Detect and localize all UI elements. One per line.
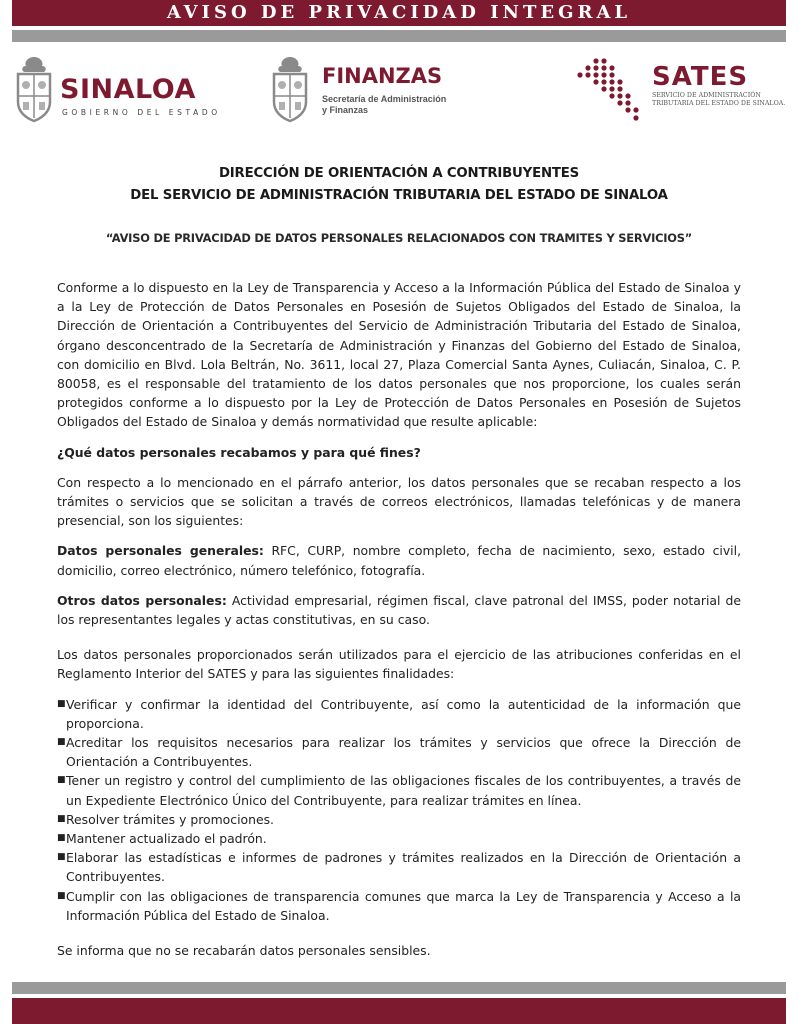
sinaloa-logo-title: SINALOA <box>60 74 196 105</box>
square-bullet-icon: ■ <box>57 833 66 844</box>
sates-logo-subtitle-line1: SERVICIO DE ADMINISTRACIÓN <box>652 92 761 99</box>
document-subheading: “AVISO DE PRIVACIDAD DE DATOS PERSONALES RELACIONADOS CON TRAMITES Y SERVICIOS” <box>105 231 693 245</box>
section-question: ¿Qué datos personales recabamos y para qué fines? <box>57 444 421 460</box>
sates-logo <box>574 50 788 130</box>
other-data-paragraph <box>57 591 741 629</box>
sates-dots-icon <box>574 56 644 126</box>
header-banner-title: AVISO DE PRIVACIDAD INTEGRAL <box>166 2 632 23</box>
list-item: ■ Elaborar las estadísticas e informes de padrones y trámites realizados en la Dirección de Orientación a Contribuyentes. <box>57 850 741 885</box>
other-data-label: Otros datos personales: <box>57 592 227 608</box>
purposes-intro-paragraph: Los datos personales proporcionados serán utilizados para el ejercicio de las atribuciones conferidas en el Reglamento Interior del SATES y para las siguientes finalidades: <box>57 647 741 682</box>
document-body <box>57 278 741 960</box>
footer-divider <box>12 982 786 994</box>
sates-logo-subtitle-line2: TRIBUTARIA DEL ESTADO DE SINALOA. <box>652 100 786 107</box>
state-seal-icon <box>270 54 310 124</box>
sinaloa-logo-subtitle: GOBIERNO DEL ESTADO <box>62 108 221 117</box>
list-item: ■ Acreditar los requisitos necesarios para realizar los trámites y servicios que ofrece la Dirección de Orientación a Contribuyentes. <box>57 735 741 770</box>
square-bullet-icon: ■ <box>57 737 66 748</box>
logos-row <box>0 50 798 130</box>
square-bullet-icon: ■ <box>57 852 66 863</box>
finanzas-logo-title: FINANZAS <box>322 64 443 88</box>
general-data-paragraph <box>57 541 741 579</box>
other-data-text: Actividad empresarial, régimen fiscal, clave patronal del IMSS, poder notarial de los representantes legales y actas constitutivas, en su caso. <box>57 592 741 628</box>
purposes-list <box>57 695 741 925</box>
finanzas-logo <box>270 50 470 130</box>
list-item: ■ Mantener actualizado el padrón. <box>57 829 741 848</box>
intro-paragraph: Conforme a lo dispuesto en la Ley de Transparencia y Acceso a la Información Pública del Estado de Sinaloa y a la Ley de Protección de Datos Personales en Posesión de Sujetos Obligados del Estado de Sinaloa, la Dirección de Orientación a Contribuyentes del Servicio de Administración Tributaria del Estado de Sinaloa, órgano desconcentrado de la Secretaría de Administración y Finanzas del Gobierno del Estado de Sinaloa, con domicilio en Blvd. Lola Beltrán, No. 3611, local 27, Plaza Comercial Santa Aynes, Culiacán, Sinaloa, C. P. 80058, es el responsable del tratamiento de los datos personales que nos proporcione, los cuales serán protegidos conforme a lo dispuesto por la Ley de Protección de Datos Personales en Posesión de Sujetos Obligados del Estado de Sinaloa y demás normatividad que resulte aplicable: <box>57 280 741 430</box>
header-banner <box>12 0 786 26</box>
list-item: ■ Verificar y confirmar la identidad del Contribuyente, así como la autenticidad de la información que proporciona. <box>57 696 741 731</box>
square-bullet-icon: ■ <box>57 813 66 824</box>
square-bullet-icon: ■ <box>57 775 66 786</box>
document-heading-line2: DEL SERVICIO DE ADMINISTRACIÓN TRIBUTARIA DEL ESTADO DE SINALOA <box>130 188 668 203</box>
closing-paragraph: Se informa que no se recabarán datos personales sensibles. <box>57 943 431 959</box>
footer-band <box>12 998 786 1024</box>
general-data-text: RFC, CURP, nombre completo, fecha de nacimiento, sexo, estado civil, domicilio, correo electrónico, número telefónico, fotografía. <box>57 543 742 578</box>
general-data-label: Datos personales generales: <box>57 543 264 559</box>
square-bullet-icon: ■ <box>57 698 66 709</box>
sinaloa-logo <box>14 50 221 130</box>
collected-data-paragraph: Con respecto a lo mencionado en el párrafo anterior, los datos personales que se recaban respecto a los trámites o servicios que se solicitan a través de correos electrónicos, llamadas telefónicas y de manera presencial, son los siguientes: <box>57 474 741 529</box>
finanzas-logo-subtitle-line2: y Finanzas <box>322 105 369 115</box>
list-item: ■ Tener un registro y control del cumplimiento de las obligaciones fiscales de los contribuyentes, a través de un Expediente Electrónico Único del Contribuyente, para realizar trámites en línea. <box>57 773 741 808</box>
header-divider <box>12 30 786 42</box>
state-seal-icon <box>14 54 54 124</box>
square-bullet-icon: ■ <box>57 890 66 901</box>
list-item: ■ Cumplir con las obligaciones de transparencia comunes que marca la Ley de Transparencia y Acceso a la Información Pública del Estado de Sinaloa. <box>57 888 741 923</box>
finanzas-logo-subtitle-line1: Secretaría de Administración <box>322 94 447 104</box>
document-heading-line1: DIRECCIÓN DE ORIENTACIÓN A CONTRIBUYENTES <box>218 166 580 181</box>
sates-logo-title: SATES <box>652 62 749 92</box>
list-item: ■ Resolver trámites y promociones. <box>57 810 741 829</box>
